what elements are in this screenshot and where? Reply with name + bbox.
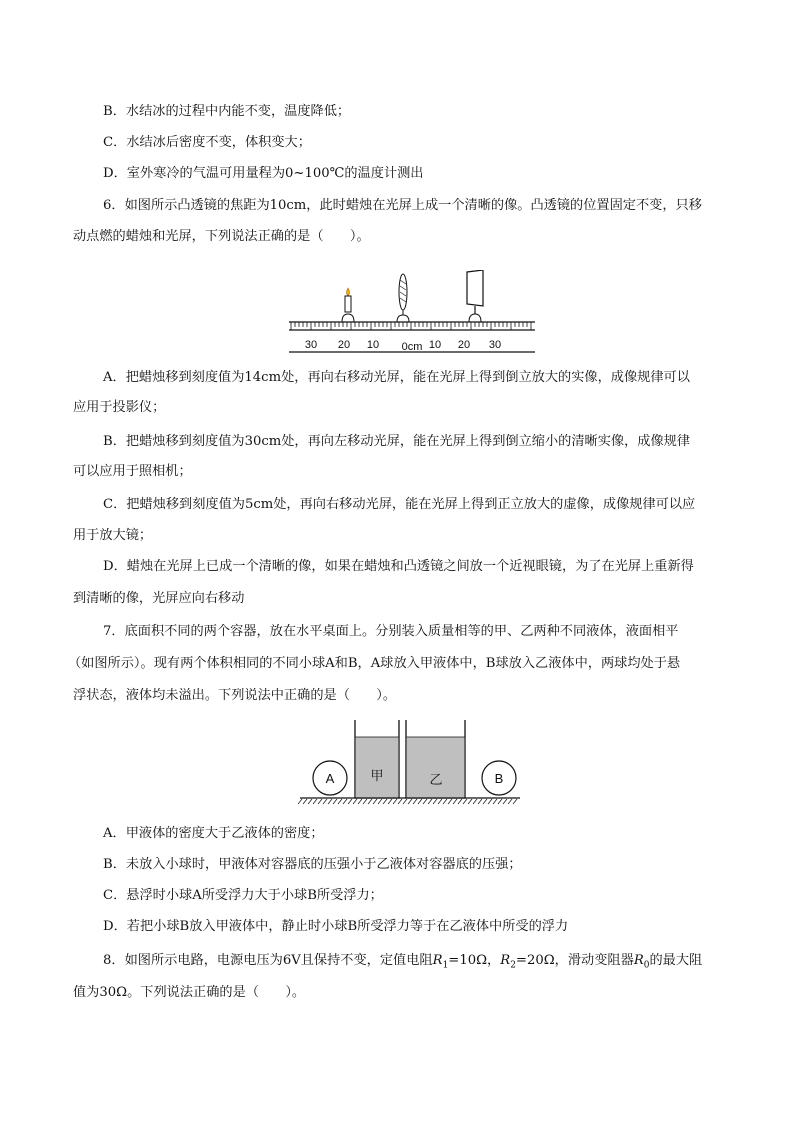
option-6-prev-b: B．水结冰的过程中内能不变，温度降低； (103, 104, 351, 119)
question-8-line-2: 值为30Ω。下列说法正确的是（ ）。 (73, 985, 306, 1000)
option-6-prev-c: C．水结冰后密度不变，体积变大； (103, 135, 311, 150)
q8-r0-symbol: R (633, 953, 644, 968)
table-hatch-mark (498, 799, 502, 804)
table-hatch-mark (463, 799, 467, 804)
table-hatch-mark (333, 799, 337, 804)
table-hatch-mark (338, 799, 342, 804)
table-hatch-mark (368, 799, 372, 804)
table-hatch-mark (298, 799, 302, 804)
table-hatch-mark (508, 799, 512, 804)
q8-r2-symbol: R (500, 953, 511, 968)
table-hatch-mark (358, 799, 362, 804)
table-hatch-mark (318, 799, 322, 804)
table-hatch-mark (448, 799, 452, 804)
table-hatch-mark (348, 799, 352, 804)
option-7a: A．甲液体的密度大于乙液体的密度； (103, 826, 324, 841)
table-hatch-mark (378, 799, 382, 804)
question-6-line-1: 6．如图所示凸透镜的焦距为10cm，此时蜡烛在光屏上成一个清晰的像。凸透镜的位置固定不变，只移 (103, 198, 702, 213)
table-hatch-mark (403, 799, 407, 804)
ruler-label-right-30: 30 (488, 339, 502, 351)
table-hatch-mark (393, 799, 397, 804)
table-hatch-mark (388, 799, 392, 804)
question-6-line-2: 动点燃的蜡烛和光屏，下列说法正确的是（ ）。 (73, 229, 370, 244)
ruler-label-right-10: 10 (428, 339, 442, 351)
liquid-yi (407, 737, 465, 798)
table-hatch-mark (443, 799, 447, 804)
light-screen (467, 270, 483, 306)
table-hatch-mark (493, 799, 497, 804)
table-hatch-mark (383, 799, 387, 804)
table-hatch-mark (408, 799, 412, 804)
q8-text-4: 的最大阻 (649, 953, 703, 968)
q8-text-3: =20Ω，滑动变阻器 (515, 953, 634, 968)
option-6d-line-1: D．蜡烛在光屏上已成一个清晰的像，如果在蜡烛和凸透镜之间放一个近视眼镜，为了在光屏上重新得 (103, 559, 694, 574)
table-hatch-mark (473, 799, 477, 804)
table-hatch-mark (308, 799, 312, 804)
q8-r2-subscript: 2 (510, 960, 516, 971)
table-hatch-mark (323, 799, 327, 804)
table-hatch-mark (313, 799, 317, 804)
option-6b-line-2: 可以应用于照相机； (73, 464, 192, 479)
table-hatch-mark (503, 799, 507, 804)
q8-r0-subscript: 0 (643, 960, 650, 971)
q8-text-1: 8．如图所示电路，电源电压为6V且保持不变，定值电阻 (103, 953, 433, 968)
table-hatch-mark (488, 799, 492, 804)
option-7d: D．若把小球B放入甲液体中，静止时小球B所受浮力等于在乙液体中所受的浮力 (103, 919, 569, 934)
ruler-label-left-20: 20 (337, 339, 351, 351)
option-7b: B．未放入小球时，甲液体对容器底的压强小于乙液体对容器底的压强； (103, 857, 522, 872)
table-hatch-mark (418, 799, 422, 804)
containers-figure (298, 718, 523, 808)
option-6a-line-2: 应用于投影仪； (73, 400, 166, 415)
table-hatch-mark (483, 799, 487, 804)
option-6a-line-1: A．把蜡烛移到刻度值为14cm处，再向右移动光屏，能在光屏上得到倒立放大的实像，成像规律可以 (103, 370, 690, 385)
question-7-line-2: （如图所示）。现有两个体积相同的不同小球A和B，A球放入甲液体中，B球放入乙液体中，两球均处于悬 (68, 656, 681, 671)
liquid-yi-label: 乙 (429, 772, 443, 787)
liquid-jia-label: 甲 (370, 768, 384, 783)
table-hatch-mark (428, 799, 432, 804)
option-6-prev-d: D．室外寒冷的气温可用量程为0~100℃的温度计测出 (103, 166, 424, 181)
question-8-line-1 (103, 953, 702, 974)
table-hatch-mark (453, 799, 457, 804)
option-7c: C．悬浮时小球A所受浮力大于小球B所受浮力； (103, 888, 383, 903)
ruler-label-left-10: 10 (366, 339, 380, 351)
option-6d-line-2: 到清晰的像，光屏应向右移动 (73, 591, 245, 606)
ruler-label-left-30: 30 (304, 339, 318, 351)
option-6c-line-2: 用于放大镜； (73, 528, 153, 543)
table-hatch-mark (413, 799, 417, 804)
table-hatch-mark (423, 799, 427, 804)
table-hatch-mark (343, 799, 347, 804)
table-hatch-mark (478, 799, 482, 804)
candle (345, 296, 351, 312)
table-hatch-mark (398, 799, 402, 804)
ruler-label-right-20: 20 (457, 339, 471, 351)
q8-r1-subscript: 1 (442, 960, 449, 971)
question-7-line-1: 7．底面积不同的两个容器，放在水平桌面上。分别装入质量相等的甲、乙两种不同液体，液面相平 (103, 624, 679, 639)
candle-flame (347, 288, 350, 296)
option-6c-line-1: C．把蜡烛移到刻度值为5cm处，再向右移动光屏，能在光屏上得到正立放大的虚像，成像规律可以应 (103, 497, 696, 512)
ball-b-label: B (494, 771, 504, 786)
q8-text-2: =10Ω， (448, 953, 501, 968)
ball-a-label: A (325, 771, 335, 786)
ruler-label-center: 0cm (401, 341, 423, 353)
table-hatch-mark (353, 799, 357, 804)
table-hatch-mark (468, 799, 472, 804)
table-hatch-mark (373, 799, 377, 804)
q8-r1-symbol: R (432, 953, 443, 968)
option-6b-line-1: B．把蜡烛移到刻度值为30cm处，再向左移动光屏，能在光屏上得到倒立缩小的清晰实像，成像规律 (103, 434, 691, 449)
table-hatch-mark (328, 799, 332, 804)
table-hatch-mark (438, 799, 442, 804)
table-hatch-mark (458, 799, 462, 804)
table-hatch-mark (303, 799, 307, 804)
table-hatch-mark (513, 799, 517, 804)
question-7-line-3: 浮状态，液体均未溢出。下列说法中正确的是（ ）。 (73, 688, 397, 703)
optical-bench-figure (287, 270, 537, 354)
table-hatch-mark (433, 799, 437, 804)
table-hatch-mark (363, 799, 367, 804)
